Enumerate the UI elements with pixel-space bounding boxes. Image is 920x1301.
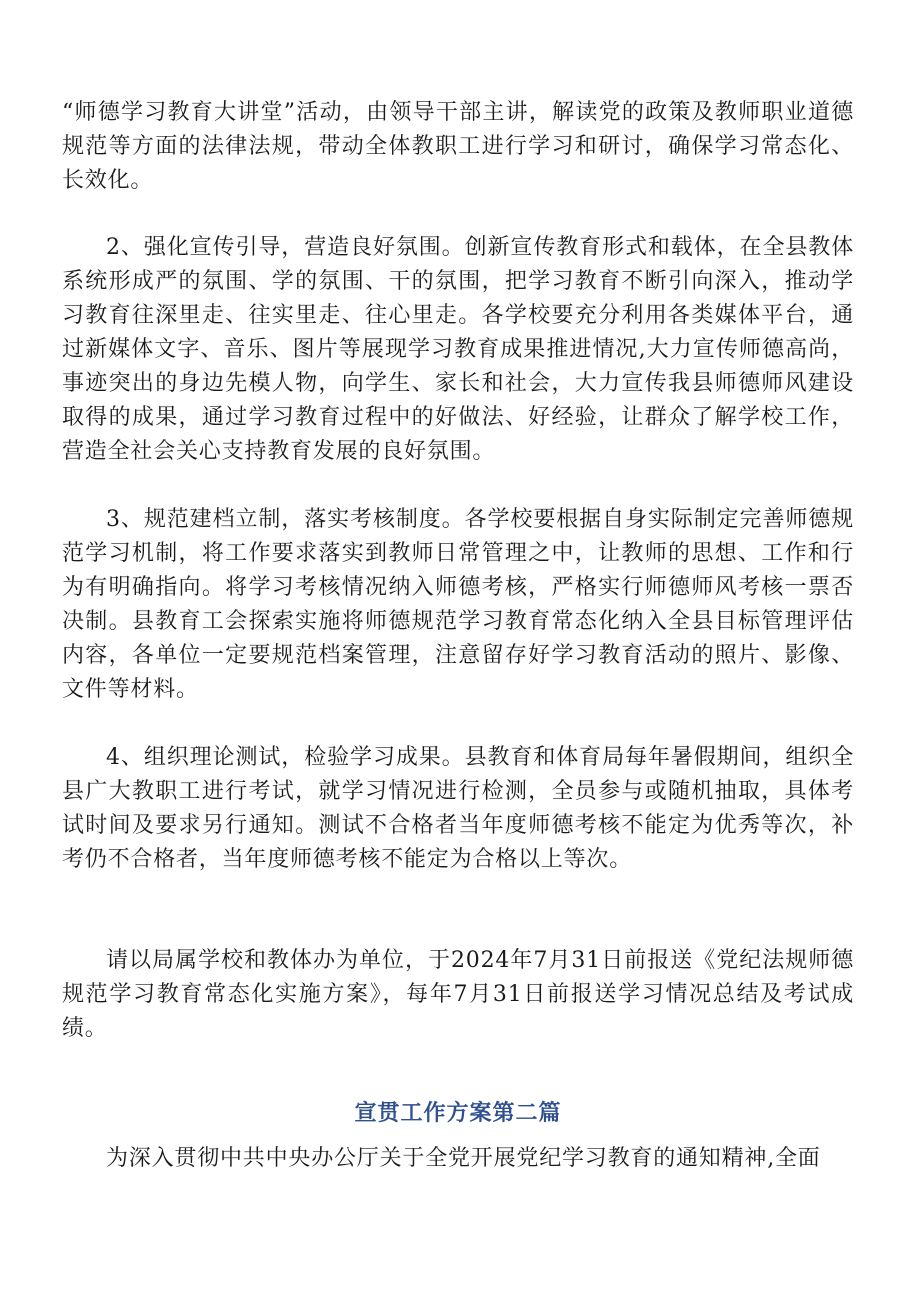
section-heading: 宣贯工作方案第二篇 [354,1100,562,1126]
paragraph-lecture-hall: “师德学习教育大讲堂”活动，由领导干部主讲，解读党的政策及教师职业道德规范等方面的法律法规，带动全体教职工进行学习和研讨，确保学习常态化、长效化。 [62,100,854,193]
paragraph-publicity-guidance: 2、强化宣传引导，营造良好氛围。创新宣传教育形式和载体，在全县教体系统形成严的氛围、学的氛围、干的氛围，把学习教育不断引向深入，推动学习教育往深里走、往实里走、往心里走。各学校要充分利用各类媒体平台，通过新媒体文字、音乐、图片等展现学习教育成果推进情况,大力宣传师德高尚，事迹突出的身边先模人物，向学生、家长和社会，大力宣传我县师德师风建设取得的成果，通过学习教育过程中的好做法、好经验，让群众了解学校工作，营造全社会关心支持教育发展的良好氛围。 [62,235,854,464]
paragraph-submission-request: 请以局属学校和教体办为单位，于2024年7月31日前报送《党纪法规师德规范学习教育常态化实施方案》，每年7月31日前报送学习情况总结及考试成绩。 [62,948,854,1041]
paragraph-section-two-intro: 为深入贯彻中共中央办公厅关于全党开展党纪学习教育的通知精神,全面 [106,1146,821,1171]
paragraph-archive-assessment: 3、规范建档立制，落实考核制度。各学校要根据自身实际制定完善师德规范学习机制，将工作要求落实到教师日常管理之中，让教师的思想、工作和行为有明确指向。将学习考核情况纳入师德考核，严格实行师德师风考核一票否决制。县教育工会探索实施将师德规范学习教育常态化纳入全县目标管理评估内容，各单位一定要规范档案管理，注意留存好学习教育活动的照片、影像、文件等材料。 [62,507,854,702]
paragraph-theory-test: 4、组织理论测试，检验学习成果。县教育和体育局每年暑假期间，组织全县广大教职工进行考试，就学习情况进行检测，全员参与或随机抽取，具体考试时间及要求另行通知。测试不合格者当年度师德考核不能定为优秀等次，补考仍不合格者，当年度师德考核不能定为合格以上等次。 [62,745,854,872]
